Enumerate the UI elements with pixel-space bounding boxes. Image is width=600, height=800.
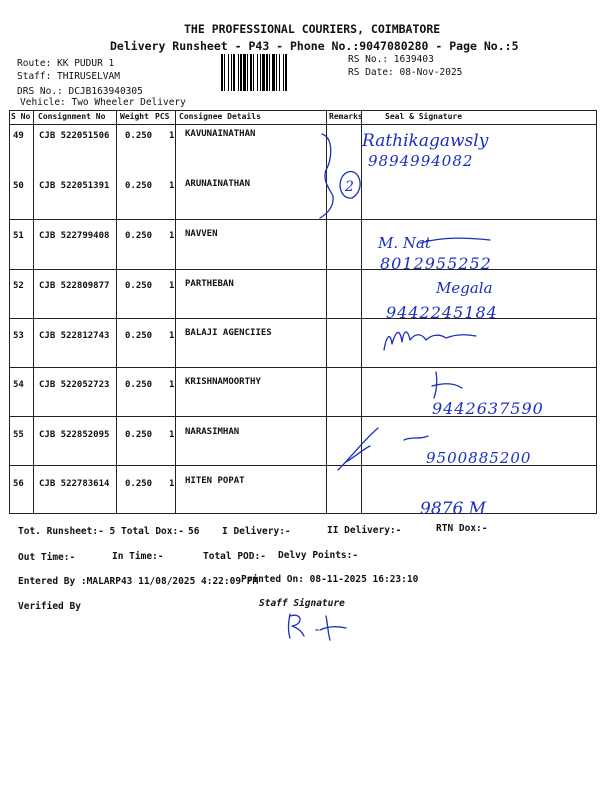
row-weight: 0.250 [125,181,153,191]
header-sno: S No [11,112,31,121]
header-consignment: Consignment No [38,112,106,121]
out-time: Out Time:- [18,552,76,563]
runsheet-subtitle: Delivery Runsheet - P43 - Phone No.:9047080280 - Page No.:5 [110,39,519,53]
row-sno: 52 [13,281,24,291]
row-consignment: CJB 522783614 [39,479,110,489]
header-consignee: Consignee Details [179,112,261,121]
signature-55-phone: 9500885200 [426,449,532,467]
rs-date: RS Date: 08-Nov-2025 [348,67,463,78]
row-consignee: KAVUNAINATHAN [185,129,256,139]
tot-runsheet: Tot. Runsheet:- 5 [18,526,116,537]
signature-52-phone: 9442245184 [386,303,498,322]
row-consignee: NARASIMHAN [185,427,240,437]
in-time: In Time:- [112,551,164,562]
row-weight: 0.250 [125,231,153,241]
row-pcs: 1 [169,331,175,341]
row-pcs: 1 [169,231,175,241]
staff-signature-label: Staff Signature [259,598,345,609]
row-weight: 0.250 [125,281,153,291]
row-consignment: CJB 522051391 [39,181,110,191]
total-dox-value: 56 [188,526,200,537]
row-pcs: 1 [169,479,175,489]
delvy-points: Delvy Points:- [278,550,359,561]
total-dox-label: Total Dox:- [121,526,184,537]
total-pod: Total POD:- [203,551,266,562]
signature-54-scribble [432,372,462,398]
rs-number: RS No.: 1639403 [348,54,434,65]
signature-55-scribble [338,428,428,470]
row-sno: 54 [13,380,24,390]
ii-delivery: II Delivery:- [327,525,402,536]
row-consignee: PARTHEBAN [185,279,234,289]
row-pcs: 1 [169,131,175,141]
staff-signature [280,608,360,648]
company-title: THE PROFESSIONAL COURIERS, COIMBATORE [184,22,441,36]
header-weight: Weight [120,112,149,121]
row-pcs: 1 [169,181,175,191]
row-weight: 0.250 [125,331,153,341]
row-weight: 0.250 [125,430,153,440]
signature-56-note: 9876 M [420,499,487,519]
row-sno: 56 [13,479,24,489]
signature-49-phone: 9894994082 [368,152,474,170]
row-consignee: BALAJI AGENCIIES [185,328,272,338]
row-sno: 55 [13,430,24,440]
row-sno: 53 [13,331,24,341]
signature-51-name: M. Nat [378,234,431,252]
row-consignee: ARUNAINATHAN [185,179,251,189]
row-consignment: CJB 522799408 [39,231,110,241]
drs-number: DRS No.: DCJB163940305 [17,86,143,97]
row-consignment: CJB 522051506 [39,131,110,141]
row-pcs: 1 [169,380,175,390]
verified-by: Verified By [18,601,81,612]
row-consignment: CJB 522809877 [39,281,110,291]
staff-label: Staff: THIRUSELVAM [17,71,120,82]
row-sno: 51 [13,231,24,241]
vehicle-label: Vehicle: Two Wheeler Delivery [20,97,186,108]
signature-52-name: Megala [436,279,493,297]
i-delivery: I Delivery:- [222,526,291,537]
signature-49-name: Rathikagawsly [362,131,489,151]
row-consignment: CJB 522052723 [39,380,110,390]
row-weight: 0.250 [125,479,153,489]
header-remarks: Remarks [329,112,363,121]
signature-51-phone: 8012955252 [380,254,492,273]
header-pcs: PCS [155,112,170,121]
staff-signature-text: R. A [340,644,343,645]
signature-54-phone: 9442637590 [432,399,544,418]
signature-53-scribble [384,332,476,350]
row-sno: 50 [13,181,24,191]
row-consignee: KRISHNAMOORTHY [185,377,261,387]
row-consignee: HITEN POPAT [185,476,245,486]
entered-by: Entered By :MALARP43 11/08/2025 4:22:09 PM [18,576,259,587]
row-weight: 0.250 [125,380,153,390]
row-sno: 49 [13,131,24,141]
row-consignment: CJB 522852095 [39,430,110,440]
header-seal: Seal & Signature [385,112,463,121]
row-consignee: NAVVEN [185,229,218,239]
row-weight: 0.250 [125,131,153,141]
remark-two: 2 [345,179,354,195]
rtn-dox: RTN Dox:- [436,523,488,534]
row-consignment: CJB 522812743 [39,331,110,341]
row-pcs: 1 [169,281,175,291]
remark-brace [320,134,333,218]
row-pcs: 1 [169,430,175,440]
route-label: Route: KK PUDUR 1 [17,58,115,69]
printed-on: Printed On: 08-11-2025 16:23:10 [241,574,419,585]
